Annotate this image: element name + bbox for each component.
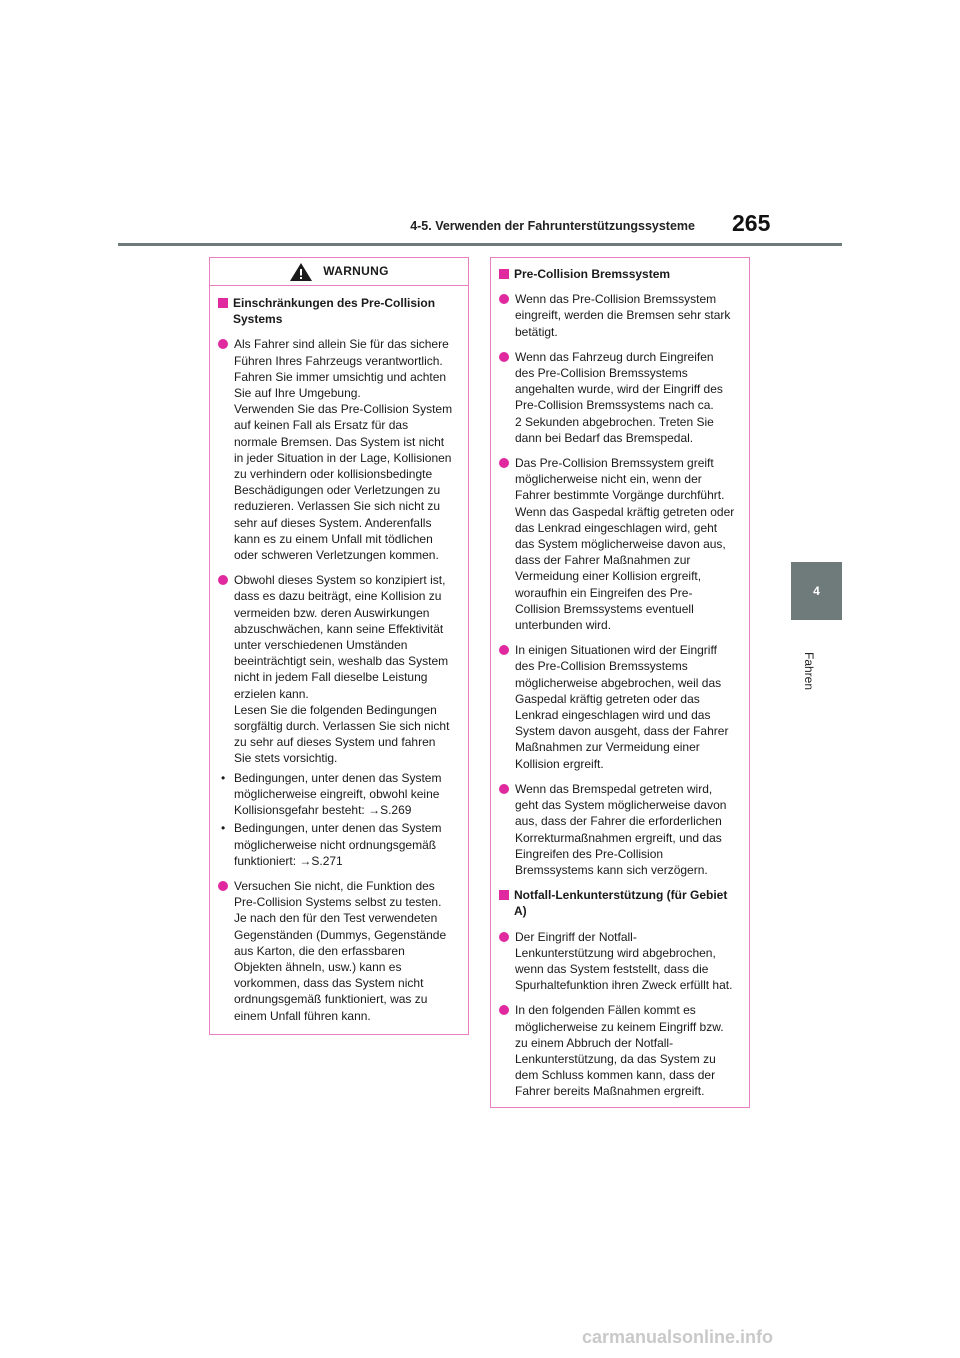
warning-bullet-3 bbox=[218, 878, 454, 1024]
bullet-text: 2 Sekunden abgebrochen. Treten Sie dann bei Bedarf das Bremspedal. bbox=[515, 414, 714, 445]
bullet-text: Verwenden Sie das Pre-Collision System auf keinen Fall als Ersatz für das normale Bremsen. Das System ist nicht in jeder Situation in der Lage, Kollisionen zu verhindern oder kollisionsbedingte Beschädigungen oder Verletzungen zu reduzieren. Verlassen Sie sich nicht zu sehr auf dieses System. Anderenfalls kann es zu einem Unfall mit tödlichen oder schweren Verletzungen kommen. bbox=[234, 402, 453, 563]
warning-triangle-icon bbox=[289, 262, 313, 282]
warning-bullet-1 bbox=[218, 336, 454, 563]
bullet-text: Wenn das Fahrzeug durch Eingreifen des Pre-Collision Bremssystems angehalten wurde, wird der Eingriff des Pre-Collision Bremssystems nach ca. bbox=[515, 349, 723, 413]
info-bullet-5 bbox=[499, 781, 735, 878]
page-number: 265 bbox=[732, 210, 771, 236]
bullet-dot-icon bbox=[499, 352, 509, 362]
bullet-dot-icon bbox=[499, 645, 509, 655]
bullet-dot-icon bbox=[499, 458, 509, 468]
info-bullet-1 bbox=[499, 291, 735, 340]
condition-item-2 bbox=[218, 820, 454, 869]
dash-marker: • bbox=[221, 770, 226, 785]
info-bullet-3 bbox=[499, 455, 735, 633]
bullet-text: Obwohl dieses System so konzipiert ist, dass es dazu beiträgt, eine Kollision zu vermeiden bzw. deren Auswirkungen abzuschwächen, kann seine Effektivität unter verschiedenen Umständen beeinträchtigt sein, weshalb das System nicht in jedem Fall dieselbe Leistung erzielen kann. bbox=[234, 573, 449, 701]
square-bullet-icon bbox=[499, 890, 509, 900]
section-heading-text: Pre-Collision Bremssystem bbox=[514, 267, 671, 281]
header-divider bbox=[118, 243, 842, 246]
chapter-label: Fahren bbox=[802, 652, 816, 691]
bullet-text: Versuchen Sie nicht, die Funktion des Pre-Collision Systems selbst zu testen. Je nach den für den Test verwendeten Gegenständen (Dummys, Gegenstände aus Karton, die den erfassbaren Objekten ähneln, usw.) kann es vorkommen, dass das System nicht ordnungsgemäß funktioniert, was zu einem Unfall führen kann. bbox=[234, 878, 447, 1023]
chapter-number: 4 bbox=[813, 584, 820, 598]
section-heading-steering bbox=[499, 887, 735, 919]
bullet-text: Lesen Sie die folgenden Bedingungen sorgfältig durch. Verlassen Sie sich nicht zu sehr auf dieses System und fahren Sie stets vorsichtig. bbox=[234, 702, 450, 766]
info-bullet-2 bbox=[499, 349, 735, 446]
bullet-text: Der Eingriff der Notfall-Lenkunterstützung wird abgebrochen, wenn das System feststellt, dass die Spurhaltefunktion ihren Zweck erfüllt hat. bbox=[515, 929, 733, 993]
dash-marker: • bbox=[221, 821, 226, 836]
warning-content bbox=[210, 286, 468, 1024]
section-heading-text: Notfall-Lenkunterstützung (für Gebiet A) bbox=[514, 888, 728, 919]
bullet-text: In den folgenden Fällen kommt es möglicherweise zu keinem Eingriff bzw. zu einem Abbruch der Notfall-Lenkunterstützung, da das System zu dem Schluss kommen kann, dass der Fahrer bereits Maßnahmen ergreift. bbox=[515, 1003, 724, 1099]
bullet-dot-icon bbox=[218, 575, 228, 585]
bullet-dot-icon bbox=[218, 881, 228, 891]
warning-heading bbox=[218, 295, 454, 327]
square-bullet-icon bbox=[499, 269, 509, 279]
section-heading-pre-collision bbox=[499, 266, 735, 282]
bullet-text: In einigen Situationen wird der Eingriff des Pre-Collision Bremssystems möglicherweise abgebrochen, weil das Gaspedal kräftig getreten oder das Lenkrad eingeschlagen wird und das System davon ausgeht, dass der Fahrer Maßnahmen zur Vermeidung einer Kollision ergreift. bbox=[515, 643, 729, 771]
condition-item-1 bbox=[218, 770, 454, 819]
warning-bullet-2 bbox=[218, 572, 454, 766]
watermark: carmanualsonline.info bbox=[582, 1327, 774, 1347]
square-bullet-icon bbox=[218, 298, 228, 308]
info-box bbox=[490, 257, 750, 1108]
bullet-dot-icon bbox=[499, 294, 509, 304]
condition-text: Bedingungen, unter denen das System möglicherweise eingreift, obwohl keine Kollisionsgefahr besteht: →S.269 bbox=[234, 770, 442, 818]
condition-text: Bedingungen, unter denen das System möglicherweise nicht ordnungsgemäß funktioniert: →S.271 bbox=[234, 821, 442, 868]
bullet-dot-icon bbox=[499, 932, 509, 942]
info-bullet-7 bbox=[499, 1002, 735, 1099]
bullet-dot-icon bbox=[499, 784, 509, 794]
chapter-tab bbox=[791, 562, 842, 620]
warning-title: WARNUNG bbox=[323, 264, 389, 279]
warning-heading-text: Einschränkungen des Pre-Collision Systems bbox=[233, 296, 436, 327]
bullet-dot-icon bbox=[499, 1005, 509, 1015]
section-title: 4-5. Verwenden der Fahrunterstützungssysteme bbox=[410, 219, 695, 233]
warning-box bbox=[209, 257, 469, 1035]
info-bullet-4 bbox=[499, 642, 735, 772]
warning-header bbox=[210, 258, 468, 286]
info-content bbox=[491, 258, 749, 1100]
bullet-text: Das Pre-Collision Bremssystem greift möglicherweise nicht ein, wenn der Fahrer bestimmte Vorgänge durchführt. Wenn das Gaspedal kräftig getreten oder das Lenkrad eingeschlagen wird, geht das System möglicherweise davon aus, dass der Fahrer Maßnahmen zur Vermeidung einer Kollision ergreift, woraufhin ein Eingreifen des Pre-Collision Bremssystems eventuell unterbunden wird. bbox=[515, 456, 735, 633]
info-bullet-6 bbox=[499, 929, 735, 994]
bullet-text: Wenn das Bremspedal getreten wird, geht das System möglicherweise davon aus, dass der Fahrer die erforderlichen Korrekturmaßnahmen ergreift, und das Eingreifen des Pre-Collision Bremssystems kann sich verzögern. bbox=[515, 781, 727, 877]
bullet-dot-icon bbox=[218, 339, 228, 349]
bullet-text: Wenn das Pre-Collision Bremssystem eingreift, werden die Bremsen sehr stark betätigt. bbox=[515, 292, 731, 339]
bullet-text: Als Fahrer sind allein Sie für das sichere Führen Ihres Fahrzeugs verantwortlich. Fahren Sie immer umsichtig und achten Sie auf Ihre Umgebung. bbox=[234, 337, 449, 401]
